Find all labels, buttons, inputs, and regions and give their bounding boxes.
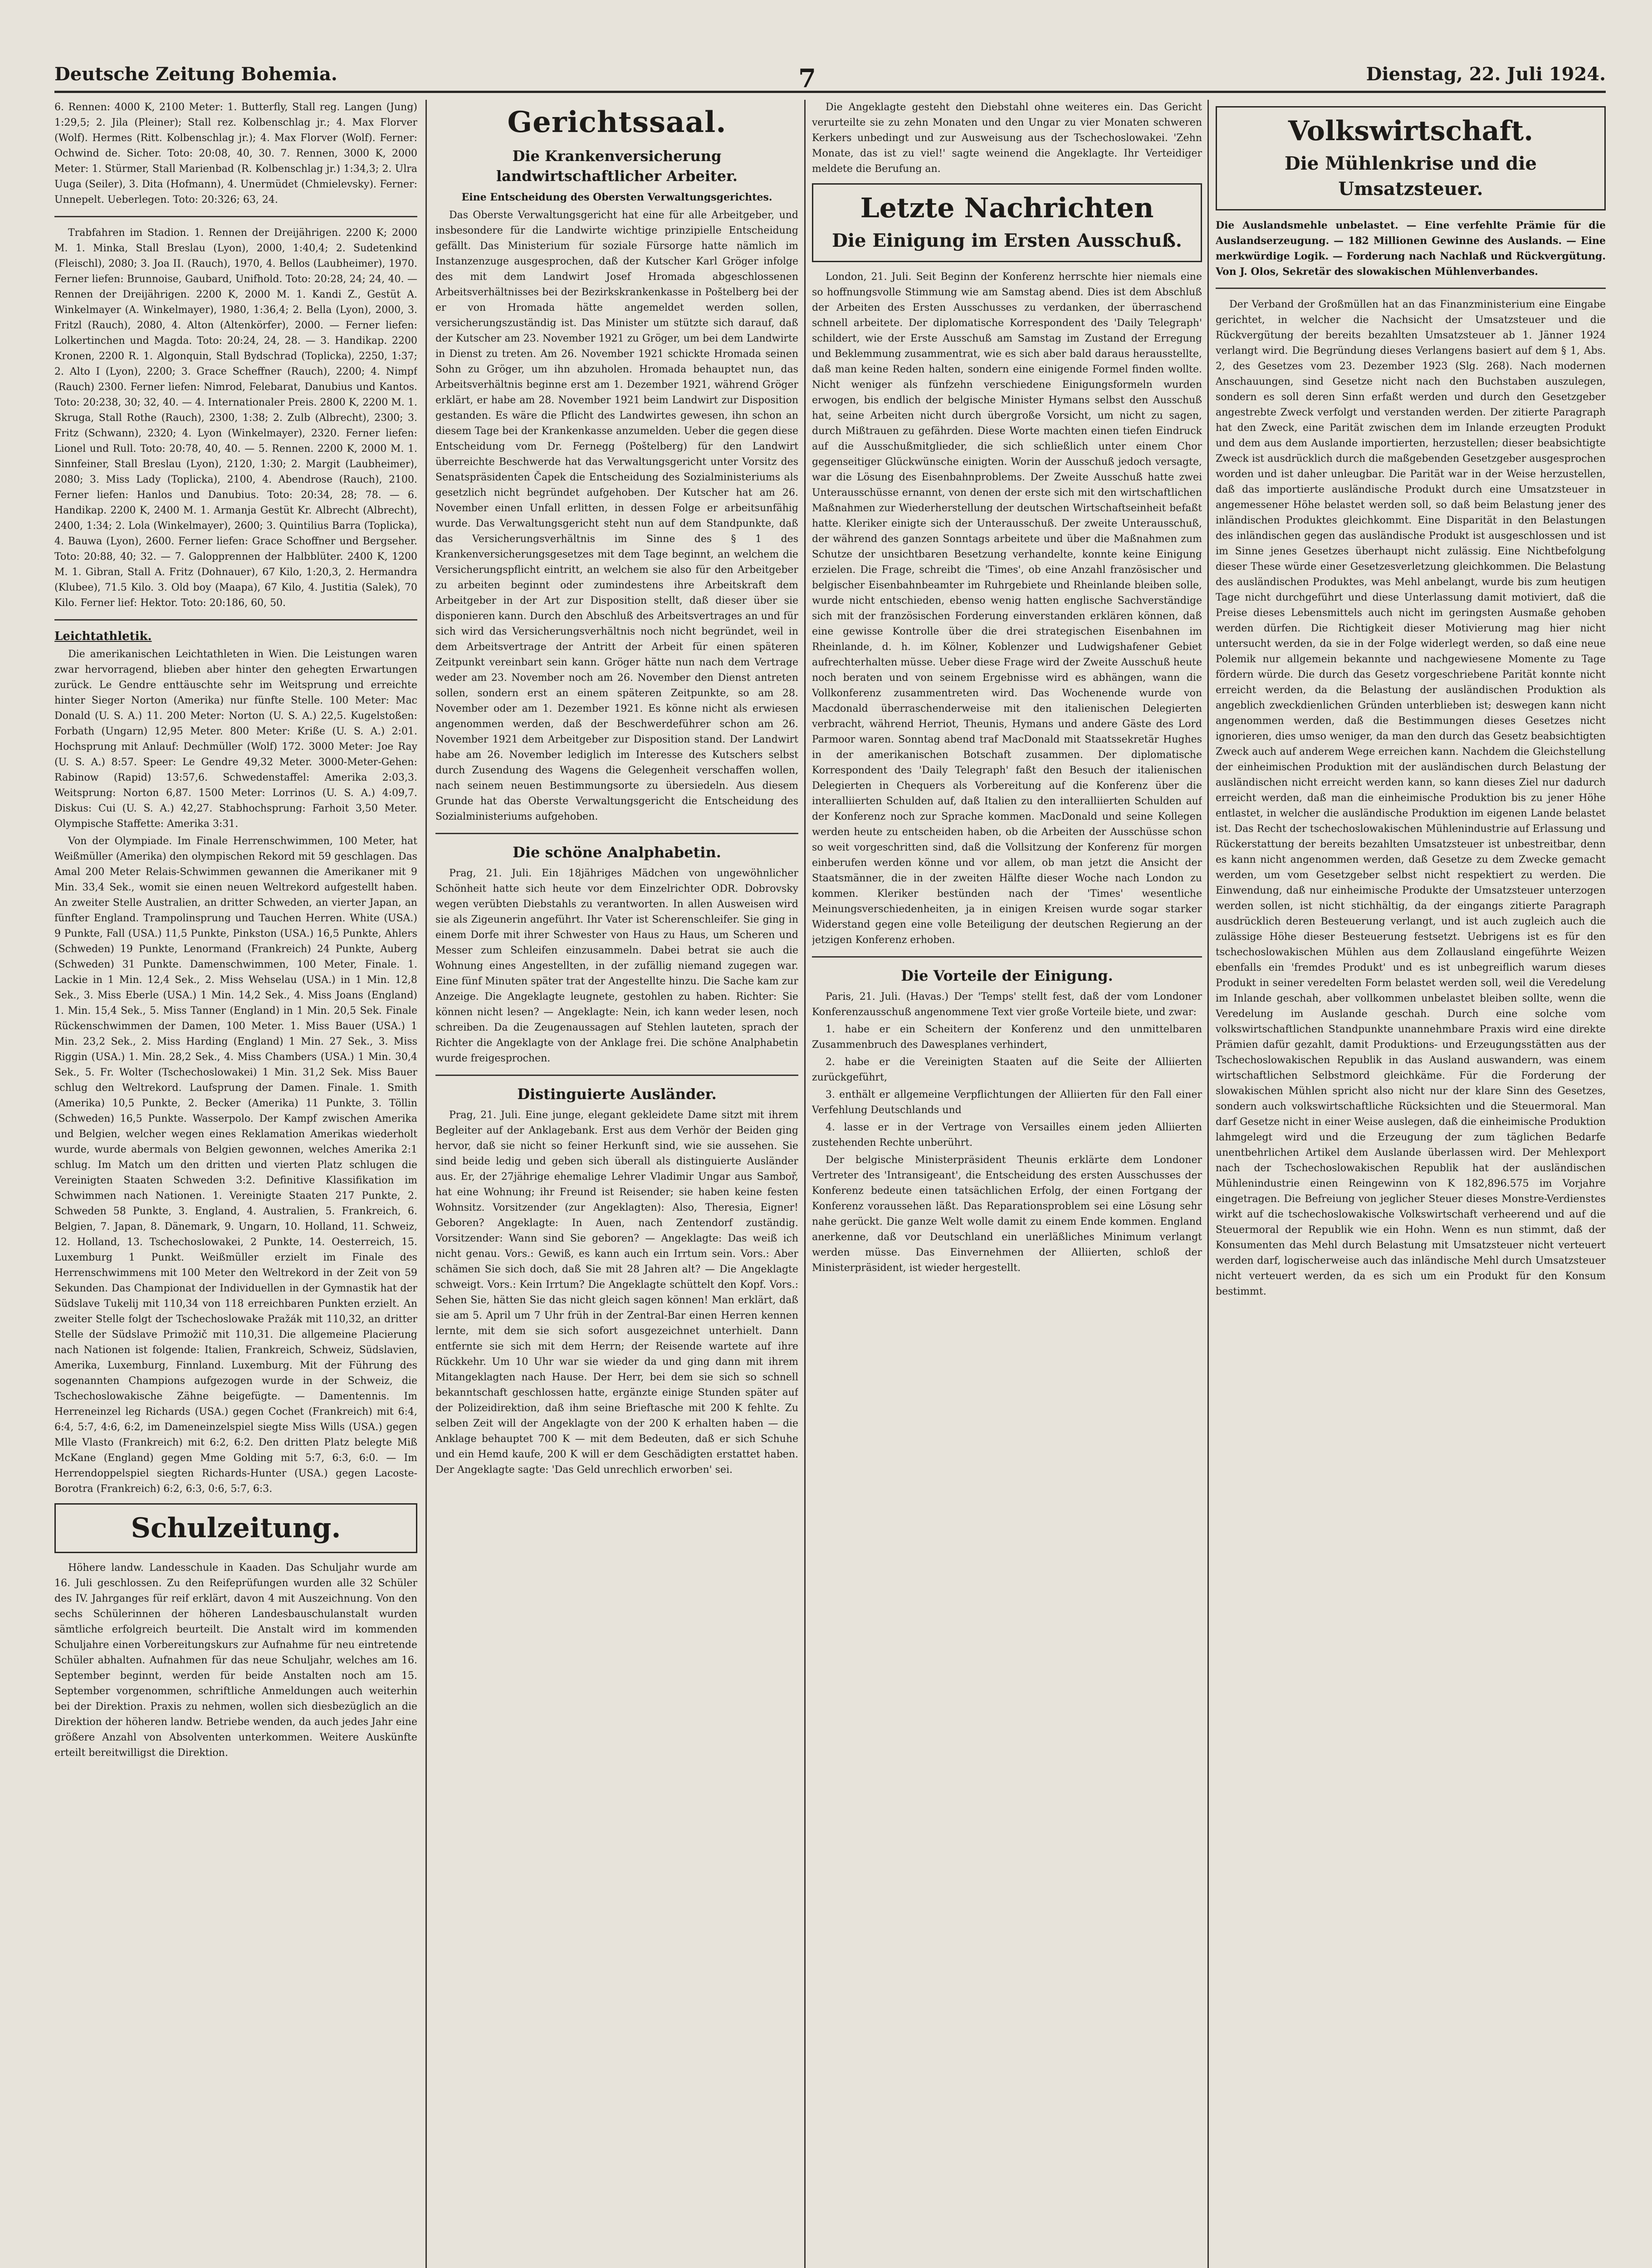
school-news-heading: Schulzeitung. [131, 1512, 341, 1544]
article-title: Distinguierte Ausländer. [517, 1085, 717, 1103]
divider [435, 833, 798, 834]
trotting-results: Trabfahren im Stadion. 1. Rennen der Dreijährigen. 2200 K; 2000 M. 1. Minka, Stall Breslau (Lyon), 2000, 1:40,4; 2. Sudetenkind (Fleischl), 2080; 3. Joa II. (Rauch), 1970, 4. Bellos (Laubheimer), 1970. Ferner liefen: Brunnoise, Gaubard, Unifhold. Toto: 20:28, 24; 24, 40. — Rennen der Dreijährigen. 2200 K, 2000 M. 1. Kandi Z., Gestüt A. Winkelmayer (A. Winkelmayer), 1980, 1:36,4; 2. Bella (Lyon), 2000, 3. Fritzl (Rauch), 2080, 4. Alton (Altenkörfer), 2000. — Ferner liefen: Lolkertinchen und Magda. Toto: 20:24, 24, 28. — 3. Handikap. 2200 Kronen, 2200 R. 1. Algonquin, Stall Bydschrad (Toplicka), 2250, 1:37; 2. Alto I (Lyon), 2200; 3. Grace Scheffner (Rauch), 2200; 4. Nimpf (Rauch) 2300. Ferner liefen: Nimrod, Felebarat, Danubius und Kantos. Toto: 20:238, 30; 32, 40. — 4. Internationaler Preis. 2800 K, 2200 M. 1. Skruga, Stall Rothe (Rauch), 2300, 1:38; 2. Zulb (Albrecht), 2300; 3. Fritz (Schwann), 2320; 4. Lyon (Winkelmayer), 2320. Ferner liefen: Lionel und Rull. Toto: 20:78, 40, 40. — 5. Rennen. 2200 K, 2000 M. 1. Sinnfeiner, Stall Breslau (Lyon), 2120, 1:30; 2. Margit (Laubheimer), 2080; 3. Miss Lady (Toplicka), 2100, 4. Abendrose (Rauch), 2100. Ferner liefen: Hanlos und Danubius. Toto: 20:34, 28; 78. — 6. Handikap. 2200 K, 2400 M. 1. Armanja Gestüt Kr. Albrecht (Albrecht), 2400, 1:34; 2. Lola (Winkelmayer), 2600; 3. Quintilius Barra (Toplicka), 4. Bauwa (Lyon), 2600. Ferner liefen: Grace Schoffner und Bergseher. Toto: 20:88, 40; 32. — 7. Galopprennen der Halbblüter. 2400 K, 1200 M. 1. Gibran, Stall A. Fritz (Dohnauer), 67 Kilo, 1:20,3, 2. Hermandra (Klubee), 71.5 Kilo. 3. Old boy (Maapa), 67 Kilo, 4. Justitia (Salek), 70 Kilo. Ferner lief: Hektor. Toto: 20:186, 60, 50. [54, 227, 417, 609]
economy-box [1216, 106, 1606, 210]
athletics-article: Die amerikanischen Leichtathleten in Wien. Die Leistungen waren zwar hervorragend, blieben aber hinter den gehegten Erwartungen zurück. Le Gendre enttäuschte sehr im Weitsprung und erreichte hinter Sieger Norton (Amerika) nur fünfte Stelle. 100 Meter: Mac Donald (U. S. A.) 11. 200 Meter: Norton (U. S. A.) 22,5. Kugelstoßen: Forbath (Ungarn) 12,95 Meter. 800 Meter: Kriße (U. S. A.) 2:01. Hochsprung mit Anlauf: Dechmüller (Wolf) 172. 3000 Meter: Joe Ray (U. S. A.) 8:57. Speer: Le Gendre 49,32 Meter. 3000-Meter-Gehen: Rabinow (Rapid) 13:57,6. Schwedenstaffel: Amerika 2:03,3. Weitsprung: Norton 6,87. 1500 Meter: Lorrinos (U. S. A.) 4:09,7. Diskus: Cui (U. S. A.) 42,27. Stabhochsprung: Farhoit 3,50 Meter. Olympische Staffette: Amerika 3:31. [54, 649, 417, 830]
issue-date: Dienstag, 22. Juli 1924. [1366, 64, 1606, 85]
article-body: Paris, 21. Juli. (Havas.) Der 'Temps' stellt fest, daß der vom Londoner Konferenzausschuß angenommene Text vier große Vorteile biete, und zwar: [812, 991, 1202, 1018]
list-item: 3. enthält er allgemeine Verpflichtungen der Alliierten für den Fall einer Verfehlung Deutschlands und [812, 1089, 1202, 1116]
article-body: Das Oberste Verwaltungsgericht hat eine für alle Arbeitgeber, und insbesondere für die Landwirte wichtige prinzipielle Entscheidung gefällt. Das Ministerium für soziale Fürsorge hatte nämlich im Instanzenzuge ausgesprochen, daß der Kutscher Karl Gröger infolge des mit dem Landwirt Josef Hromada abgeschlossenen Arbeitsverhältnisses bei der Bezirkskrankenkasse in Poštelberg bei der er von Hromada hätte angemeldet werden sollen, versicherungszuständig ist. Das Minister um stützte sich darauf, daß der Kutscher am 23. November 1921 zu Gröger, um bei dem Landwirte in Dienst zu treten. Am 26. November 1921 schickte Hromada seinen Sohn zu Gröger, um ihn abzuholen. Hromada behauptet nun, das Arbeitsverhältnis beginne erst am 1. Dezember 1921, während Gröger erklärt, er habe am 28. November 1921 beim Landwirt zur Disposition gestanden. Es wäre die Pflicht des Landwirtes gewesen, ihn schon an diesem Tage bei der Krankenkasse anzumelden. Ueber die gegen diese Entscheidung vom Dr. Fernegg (Poštelberg) für den Landwirt überreichte Beschwerde hat das Verwaltungsgericht unter Vorsitz des Senatspräsidenten Čapek die Entscheidung des Sozialministeriums als gesetzlich nicht begründet aufgehoben. Der Kutscher hat am 26. November einen Unfall erlitten, in dessen Folge er arbeitsunfähig wurde. Das Verwaltungsgericht steht nun auf dem Standpunkte, daß das Versicherungsverhältnis im Sinne des § 1 des Krankenversicherungsgesetzes mit dem Tage beginnt, an welchem die Versicherungspflicht eintritt, an welchem sie also für den Arbeitgeber zu arbeiten beginnt oder zumindestens ihre Arbeitskraft dem Arbeitgeber in der Art zur Disposition stellt, daß dieser über sie disponieren kann. Durch den Abschluß des Arbeitsvertrages an und für sich wird das Versicherungsverhältnis noch nicht begründet, weil in dem Arbeitsvertrage der Antritt der Arbeit für einen späteren Zeitpunkt vereinbart sein kann. Gröger hätte nun nach dem Vertrage weder am 23. November noch am 26. November den Dienst antreten sollen, sondern erst an einem späteren Zeitpunkte, so am 28. November oder am 1. Dezember 1921. Es könne nicht als erwiesen angenommen werden, daß der Beschwerdeführer schon am 26. November 1921 dem Arbeitgeber zur Disposition stand. Der Landwirt habe am 26. November lediglich im Interesse des Kutschers selbst durch Zusendung des Wagens die Gelegenheit verschaffen wollen, nach seinem neuen Bestimmungsorte zu übersiedeln. Aus diesem Grunde hat das Oberste Verwaltungsgericht die Entscheidung des Sozialministeriums aufgehoben. [435, 210, 798, 822]
page-number: 7 [798, 64, 816, 93]
school-news-box [54, 1503, 417, 1553]
column-divider [425, 100, 427, 2268]
list-item: 1. habe er ein Scheitern der Konferenz und den unmittelbaren Zusammenbruch des Dawesplanes verhindert, [812, 1024, 1202, 1051]
article-subtitle: Eine Entscheidung des Obersten Verwaltungsgerichtes. [461, 191, 772, 203]
divider [1216, 288, 1606, 289]
column-divider [1207, 100, 1209, 2268]
article-body: Der belgische Ministerpräsident Theunis erklärte dem Londoner Vertreter des 'Intransigeant', die Entscheidung des ersten Ausschusses der Konferenz bedeute einen tatsächlichen Erfolg, der einen Fortgang der Konferenz voraussehen läßt. Das Reparationsproblem sei eine Lösung sehr nahe gerückt. Die ganze Welt wolle damit zu einem Ende kommen. England anerkenne, daß vor Deutschland ein unerläßliches Minimum verlangt werden müsse. Das Einvernehmen der Alliierten, schloß der Ministerpräsident, ist wieder hergestellt. [812, 1154, 1202, 1274]
article-title: Die Vorteile der Einigung. [901, 967, 1113, 984]
article-title: Die Krankenversicherung landwirtschaftlicher Arbeiter. [496, 147, 738, 185]
column-divider [804, 100, 806, 2268]
article-body: Der Verband der Großmüllen hat an das Finanzministerium eine Eingabe gerichtet, in welcher die Nachsicht der Umsatzsteuer und die Rückvergütung der bereits bezahlten Umsatzsteuer ab 1. Jänner 1924 verlangt wird. Die Begründung dieses Verlangens basiert auf dem § 1, Abs. 2, des Gesetzes vom 23. Dezember 1923 (Slg. 268). Nach modernen Anschauungen, sind Gesetze nicht nach den Buchstaben auszulegen, sondern es soll deren Sinn erfaßt werden und durch den Gesetzgeber angestrebte Zweck verfolgt und verstanden werden. Der zitierte Paragraph hat den Zweck, eine Parität zwischen dem im Inlande erzeugten Produkt und dem aus dem Auslande importierten, herzustellen; dieser beabsichtigte Zweck ist ausdrücklich durch die maßgebenden Gesetzgeber ausgesprochen worden und ist daher unleugbar. Die Parität war in der Weise herzustellen, daß das importierte ausländische Produkt durch eine Umsatzsteuer in angemessener Höhe belastet werden soll, so daß beim Belastung jener des inländischen Produktes gleichkommt. Eine Disparität in den Belastungen des inländischen gegen das ausländische Produkt ist ausgeschlossen und ist im Sinne jenes Gesetzes überhaupt nicht zulässig. Eine Nichtbefolgung dieser These würde einer Gesetzesverletzung gleichkommen. Die Belastung des ausländischen Produktes, was Mehl anbelangt, wurde bis zum heutigen Tage nicht durchgeführt und diese Unterlassung damit motiviert, daß die Preise dieses Lebensmittels auch nicht im geringsten Ausmaße gehoben werden dürfen. Die Richtigkeit dieser Motivierung mag hier nicht untersucht werden, da sie in der Folge widerlegt werden, so daß eine neue Polemik nur allgemein bekannte und nachgewiesene Momente zu Tage fördern würde. Die durch das Gesetz vorgeschriebene Parität konnte nicht erreicht werden, da die Belastung der ausländischen Produktion als angeblich zweckdienlichen Gründen unterblieben ist; deswegen kann nicht angenommen werden, daß die Bestimmungen dieses Gesetzes nicht ignorieren, dies umso weniger, da man den durch das Gesetz beabsichtigten Zweck auch auf anderem Wege erreichen kann. Nachdem die Gleichstellung der einheimischen Produktion mit der ausländischen durch Belastung der ausländischen nicht erreicht werden kann, so kann dieses Ziel nur dadurch erreicht werden, daß man die einheimische Produktion bis zu jener Höhe entlastet, in welcher die ausländische Produktion im eigenen Lande belastet ist. Das Recht der tschechoslowakischen Mühlenindustrie auf Erlassung und Rückerstattung der bereits bezahlten Umsatzsteuer ist unbestreitbar, denn es kann nicht angenommen werden, daß Gesetze zu dem Zwecke gemacht werden, um vom Gesetzgeber selbst nicht respektiert zu werden. Die Einwendung, daß nur einheimische Produkte der Umsatzsteuer unterzogen werden sollen, ist nicht stichhältig, da der eingangs zitierte Paragraph ausdrücklich deren Besteuerung verlangt, und ist auch zugleich auch die zulässige Höhe dieser Besteuerung festsetzt. Uebrigens ist es für den tschechoslowakischen Mühlen aus dem Zollausland eingeführte Weizen ebenfalls ein 'fremdes Produkt' und es ist unbegreiflich warum dieses Produkt in seiner veredelten Form belastet werden soll, weil die Veredelung im Inlande geschah, aber vollkommen unbelastet bleiben sollte, wenn die Veredelung im Auslande geschah. Durch eine solche vom volkswirtschaftlichen Standpunkte unannehmbare Praxis wird eine direkte Prämien dafür gezahlt, damit Produktions- und Erzeugungsstätten aus der Tschechoslowakischen Republik in das Ausland auswandern, was einem wirtschaftlichen Selbstmord gleichkäme. Für die Forderung der slowakischen Mühlen spricht also nicht nur der klare Sinn des Gesetzes, sondern auch volkswirtschaftliche Rücksichten und die Steuermoral. Man darf Gesetze nicht in einer Weise auslegen, daß die einheimische Produktion lahmgelegt wird und die Erzeugung der zum täglichen Bedarfe unentbehrlichen Artikel dem Auslande überlassen wird. Der Mehlexport nach der Tschechoslowakischen Republik hat der ausländischen Mühlenindustrie einen Reingewinn von K 182,896.575 im Vorjahre eingetragen. Die Befreiung von jeglicher Steuer dieses Monstre-Verdienstes wirkt auf die tschechoslowakische Volkswirtschaft verheerend und auf die Steuermoral der Republik wie ein Hohn. Wenn es nun stimmt, daß der Konsumenten das Mehl durch Belastung mit Umsatzsteuer nicht verteuert werden darf, logischerweise auch das inländische Mehl durch Umsatzsteuer nicht verteuert werden, da es sich um ein Produkt für den Konsum bestimmt. [1216, 299, 1606, 1297]
article-title: Die Mühlenkrise und die Umsatzsteuer. [1285, 153, 1537, 200]
athletics-heading: Leichtathletik. [54, 630, 152, 643]
page-header [54, 64, 1606, 93]
article-title: Die Einigung im Ersten Ausschuß. [832, 230, 1182, 251]
racing-results-top: 6. Rennen: 4000 K, 2100 Meter: 1. Butterfly, Stall reg. Langen (Jung) 1:29,5; 2. Jila (Pleiner); Stall rez. Kolbenschlag jr.; 4. Max Florver (Wolf). Hermes (Ritt. Kolbenschlag jr.); 4. Max Florver (Wolf). Ferner: Ochwind de. Sicher. Toto: 20:08, 40, 30. 7. Rennen, 3000 K, 2000 Meter: 1. Stürmer, Stall Marienbad (R. Kolbenschlag jr.) 1:34,3; 2. Ulra Uuga (Seiler), 3. Dita (Hofmann), 4. Unermüdet (Chmielevsky). Ferner: Unnepelt. Ueberlegen. Toto: 20:326; 63, 24. [54, 102, 417, 205]
column-latest-news [812, 100, 1202, 2268]
school-news-article: Höhere landw. Landesschule in Kaaden. Das Schuljahr wurde am 16. Juli geschlossen. Zu den Reifeprüfungen wurden alle 32 Schüler des IV. Jahrganges für reif erklärt, davon 4 mit Auszeichnung. Von den sechs Schülerinnen der höheren Landesbauschulanstalt wurden sämtliche erfolgreich beurteilt. Die Anstalt wird im kommenden Schuljahre einen Vorbereitungskurs zur Aufnahme für neu eintretende Schüler abhalten. Aufnahmen für das neue Schuljahr, welches am 16. September beginnt, werden für beide Anstalten noch am 15. September vorgenommen, schriftliche Anmeldungen auch weiterhin bei der Direktion. Praxis zu nehmen, wollen sich diesbezüglich an die Direktion der höheren landw. Betriebe wenden, da auch jedes Jahr eine größere Anzahl von Absolventen unterkommen. Weitere Auskünfte erteilt bereitwilligst die Direktion. [54, 1562, 417, 1759]
newspaper-name: Deutsche Zeitung Bohemia. [54, 64, 337, 85]
article-body: London, 21. Juli. Seit Beginn der Konferenz herrschte hier niemals eine so hoffnungsvolle Stimmung wie am Samstag abend. Dies ist dem Abschluß der Arbeiten des Ersten Ausschusses zu verdanken, der überraschend schnell arbeitete. Der diplomatische Korrespondent des 'Daily Telegraph' schildert, wie der Erste Ausschuß am Samstag im Zustand der Erregung und Beklemmung zusammentrat, wie es sich aber bald daraus herausstellte, daß man keine Reden halten, sondern eine einigende Formel finden wollte. Nicht weniger als fünfzehn verschiedene Einigungsformeln wurden erwogen, bis endlich der belgische Minister Hymans selbst den Ausschuß hat, seine Arbeiten nicht durch übergroße Vorsicht, um nicht zu sagen, durch Mißtrauen zu gefährden. Diese Worte machten einen tiefen Eindruck auf die Ausschußmitglieder, die sich schließlich unter einem Chor gegenseitiger Glückwünsche einigten. Worin der Ausschuß jedoch versagte, war die Lösung des Eisenbahnproblems. Der Zweite Ausschuß hatte zwei Unterausschüsse ernannt, von denen der erste sich mit den wirtschaftlichen Maßnahmen zur Wiederherstellung der deutschen Wirtschaftseinheit befaßt hatte. Kleriker einigte sich der Unterausschuß. Der zweite Unterausschuß, der während des ganzen Sonntags arbeitete und über die Maßnahmen zum Schutze der unsichtbaren Besetzung verhandelte, konnte keine Einigung erzielen. Die Frage, schreibt die 'Times', ob eine Anzahl französischer und belgischer Eisenbahnbeamter im Ruhrgebiete und Rheinlande bleiben solle, wurde nicht entschieden, ebenso wenig hatten englische Sachverständige sich mit der französischen Forderung einverstanden erklären können, daß eine gewisse Kontrolle über die drei strategischen Eisenbahnen im Rheinlande, d. h. im Kölner, Koblenzer und Ludwigshafener Gebiet aufrechterhalten müsse. Ueber diese Frage wird der Zweite Ausschuß heute noch beraten und von seinem Ergebnisse wird es abhängen, wann die Vollkonferenz zusammentreten wird. Das Wochenende wurde von Macdonald überraschenderweise mit den italienischen Delegierten verbracht, während Herriot, Theunis, Hymans und andere Gäste des Lord Parmoor waren. Sonntag abend traf MacDonald mit Staatssekretär Hughes in der amerikanischen Botschaft zusammen. Der diplomatische Korrespondent des 'Daily Telegraph' faßt den Besuch der italienischen Delegierten in Chequers als Vorbereitung auf die Konferenz über die interalliierten Schulden auf, daß Italien zu den interalliierten Schulden auf der Konferenz noch zur Sprache kommen. MacDonald und seine Kollegen werden heute zu entscheiden haben, ob die Arbeiten der Ausschüsse schon so weit vorgeschritten sind, daß die Vollsitzung der Konferenz für morgen einberufen werden könne und vor allem, ob man jetzt die Ansicht der Staatsmänner, die in der zweiten Hälfte dieser Woche nach London zu kommen. Kleriker bestünden nach der 'Times' wesentliche Meinungsverschiedenheiten, ja in einigen Kreisen wurde sogar starker Widerstand gegen eine volle Beteiligung der deutschen Regierung an der jetzigen Konferenz erhoben. [812, 271, 1202, 946]
article-body: Prag, 21. Juli. Eine junge, elegant gekleidete Dame sitzt mit ihrem Begleiter auf der Anklagebank. Erst aus dem Verhör der Beiden ging hervor, daß sie nicht so feiner Herkunft sind, wie sie aussehen. Sie sind beide ledig und geben sich überall als distinguierte Ausländer aus. Er, der 27jährige ehemalige Lehrer Vladimir Ungar aus Samboř, hat eine Wohnung; ihr Freund ist Reisender; sie haben keine festen Wohnsitz. Vorsitzender (zur Angeklagten): Also, Theresia, Eigner! Geboren? Angeklagte: In Auen, nach Zentendorf zuständig. Vorsitzender: Wann sind Sie geboren? — Angeklagte: Das weiß ich nicht genau. Vors.: Gewiß, es kann auch ein Irrtum sein. Vors.: Aber schämen Sie sich doch, daß Sie mit 28 Jahren alt? — Die Angeklagte schweigt. Vors.: Kein Irrtum? Die Angeklagte schüttelt den Kopf. Vors.: Sehen Sie, hätten Sie das nicht gleich sagen können! Man erklärt, daß sie am 5. April um 7 Uhr früh in der Zentral-Bar einen Herren kennen lernte, mit dem sie sich sofort ausgezeichnet unterhielt. Dann entfernte sie sich mit dem Herrn; der Reisende wartete auf ihre Rückkehr. Um 10 Uhr war sie wieder da und ging dann mit ihrem Mitangeklagten nach Hause. Der Herr, bei dem sie sich so schnell bekanntschaft geschlossen hatte, ergänzte einige Stunden später auf der Polizeidirektion, daß ihm seine Brieftasche mit 200 K fehlte. Zu selben Zeit will der Angeklagte von der 200 K erhalten haben — die Anklage behauptet 700 K — mit dem Bedeuten, daß er sich Schuhe und ein Hemd kaufe, 200 K will er dem Geschädigten erstattet haben. Der Angeklagte sagte: 'Das Geld unrechlich erworben' sei. [435, 1110, 798, 1476]
latest-news-heading: Letzte Nachrichten [860, 192, 1154, 224]
divider [435, 1075, 798, 1076]
court-section-heading: Gerichtssaal. [507, 105, 727, 139]
divider [54, 216, 417, 217]
list-item: 2. habe er die Vereinigten Staaten auf die Seite der Alliierten zurückgeführt, [812, 1056, 1202, 1083]
list-item: 4. lasse er in der Vertrage von Versailles einem jeden Alliierten zustehenden Rechte unberührt. [812, 1122, 1202, 1149]
article-continuation: Die Angeklagte gesteht den Diebstahl ohne weiteres ein. Das Gericht verurteilte sie zu zehn Monaten und den Ungar zu vier Monaten schweren Kerkers unbedingt und zur Ausweisung aus der Tschechoslowakei. 'Zehn Monate, das ist zu viel!' sagte weinend die Angeklagte. Ihr Verteidiger meldete die Berufung an. [812, 102, 1202, 175]
column-economy [1216, 100, 1606, 2268]
divider [812, 956, 1202, 958]
column-sports [54, 100, 417, 2268]
divider [54, 619, 417, 621]
column-court [435, 100, 798, 2268]
economy-section-heading: Volkswirtschaft. [1288, 115, 1534, 147]
article-title: Die schöne Analphabetin. [513, 844, 721, 861]
olympics-article: Von der Olympiade. Im Finale Herrenschwimmen, 100 Meter, hat Weißmüller (Amerika) den olympischen Rekord mit 59 geschlagen. Das Amal 200 Meter Relais-Schwimmen gewannen die Amerikaner mit 9 Min. 33,4 Sek., womit sie einen neuen Weltrekord aufgestellt haben. An zweiter Stelle Australien, an dritter Schweden, an vierter Japan, an fünfter England. Trampolinsprung und Tauchen Herren. White (USA.) 9 Punkte, Fall (USA.) 11,5 Punkte, Pinkston (USA.) 16,5 Punkte, Ahlers (Schweden) 19 Punkte, Lenormand (Frankreich) 24 Punkte, Auberg (Schweden) 31 Punkte. Damenschwimmen, 100 Meter, Finale. 1. Lackie in 1 Min. 12,4 Sek., 2. Miss Wehselau (USA.) in 1 Min. 12,8 Sek., 3. Miss Eberle (USA.) 1 Min. 14,2 Sek., 4. Miss Joans (England) 1. Min. 15,4 Sek., 5. Miss Tanner (England) in 1 Min. 20,5 Sek. Finale Rückenschwimmen der Damen, 100 Meter. 1. Miss Bauer (USA.) 1 Min. 23,2 Sek., 2. Miss Harding (England) 1 Min. 27 Sek., 3. Miss Riggin (USA.) 1. Min. 28,2 Sek., 4. Miss Chambers (USA.) 1 Min. 30,4 Sek., 5. Fr. Wolter (Tschechoslowakei) 1 Min. 31,2 Sek. Miss Bauer schlug den Weltrekord. Laufsprung der Damen. Finale. 1. Smith (Amerika) 10,5 Punkte, 2. Becker (Amerika) 11 Punkte, 3. Töllin (Schweden) 16,5 Punkte. Wasserpolo. Der Kampf zwischen Amerika und Belgien, welcher wegen eines Reklamation Amerikas wiederholt wurde, wurde abermals von Belgien gewonnen, welches Amerika 2:1 schlug. Im Match um den dritten und vierten Platz schlugen die Vereinigten Staaten Schweden 3:2. Definitive Klassifikation im Schwimmen nach Nationen. 1. Vereinigte Staaten 217 Punkte, 2. Schweden 58 Punkte, 3. England, 4. Australien, 5. Frankreich, 6. Belgien, 7. Japan, 8. Dänemark, 9. Ungarn, 10. Holland, 11. Schweiz, 12. Holland, 13. Tschechoslowakei, 2 Punkte, 14. Oesterreich, 15. Luxemburg 1 Punkt. Weißmüller erzielt im Finale des Herrenschwimmens mit 100 Meter den Weltrekord in der Zeit von 59 Sekunden. Das Championat der Individuellen in der Gymnastik hat der Südslave Tukelij mit 110,34 von 118 erreichbaren Punkten erzielt. An zweiter Stelle folgt der Tschechoslowake Pražák mit 110,32, an dritter Stelle der Südslave Primožič mit 110,31. Die allgemeine Placierung nach Nationen ist folgende: Italien, Frankreich, Schweiz, Südslavien, Amerika, Luxemburg, Finnland. Luxemburg. Mit der Führung des sogenannten Champions aufgezogen wurde in der Schweiz, die Tschechoslowakische Zähne beigefügte. — Damentennis. Im Herreneinzel leg Richards (USA.) gegen Cochet (Frankreich) mit 6:4, 6:4, 5:7, 4:6, 6:2, im Dameneinzelspiel siegte Miss Wills (USA.) gegen Mlle Vlasto (Frankreich) mit 6:2, 6:2. Den dritten Platz belegte Miß McKane (England) gegen Mme Golding mit 5:7, 6:3, 6:0. — Im Herrendoppelspiel siegten Richards-Hunter (USA.) gegen Lacoste-Borotra (Frankreich) 6:2, 6:3, 0:6, 5:7, 6:3. [54, 836, 417, 1495]
article-lead: Die Auslandsmehle unbelastet. — Eine verfehlte Prämie für die Auslandserzeugung. — 182 Millionen Gewinne des Auslands. — Eine merkwürdige Logik. — Forderung nach Nachlaß und Rückvergütung. Von J. Olos, Sekretär des slowakischen Mühlenverbandes. [1216, 220, 1606, 278]
article-body: Prag, 21. Juli. Ein 18jähriges Mädchen von ungewöhnlicher Schönheit hatte sich heute vor dem Einzelrichter ODR. Dobrovsky wegen verübten Diebstahls zu verantworten. In allen Ausweisen wird sie als Zigeunerin angeführt. Ihr Vater ist Scherenschleifer. Sie ging in einem Dorfe mit ihrer Schwester von Haus zu Haus, um Scheren und Messer zum Schleifen einzusammeln. Dabei betrat sie auch die Wohnung eines Angestellten, in der zufällig niemand zugegen war. Eine fünf Minuten später trat der Angestellte hinzu. Die Sache kam zur Anzeige. Die Angeklagte leugnete, gestohlen zu haben. Richter: Sie können nicht lesen? — Angeklagte: Nein, ich kann weder lesen, noch schreiben. Da die Zeugenaussagen auf Stehlen lauteten, sprach der Richter die Angeklagte von der Anklage frei. Die schöne Analphabetin wurde freigesprochen. [435, 868, 798, 1064]
latest-news-box [812, 183, 1202, 262]
